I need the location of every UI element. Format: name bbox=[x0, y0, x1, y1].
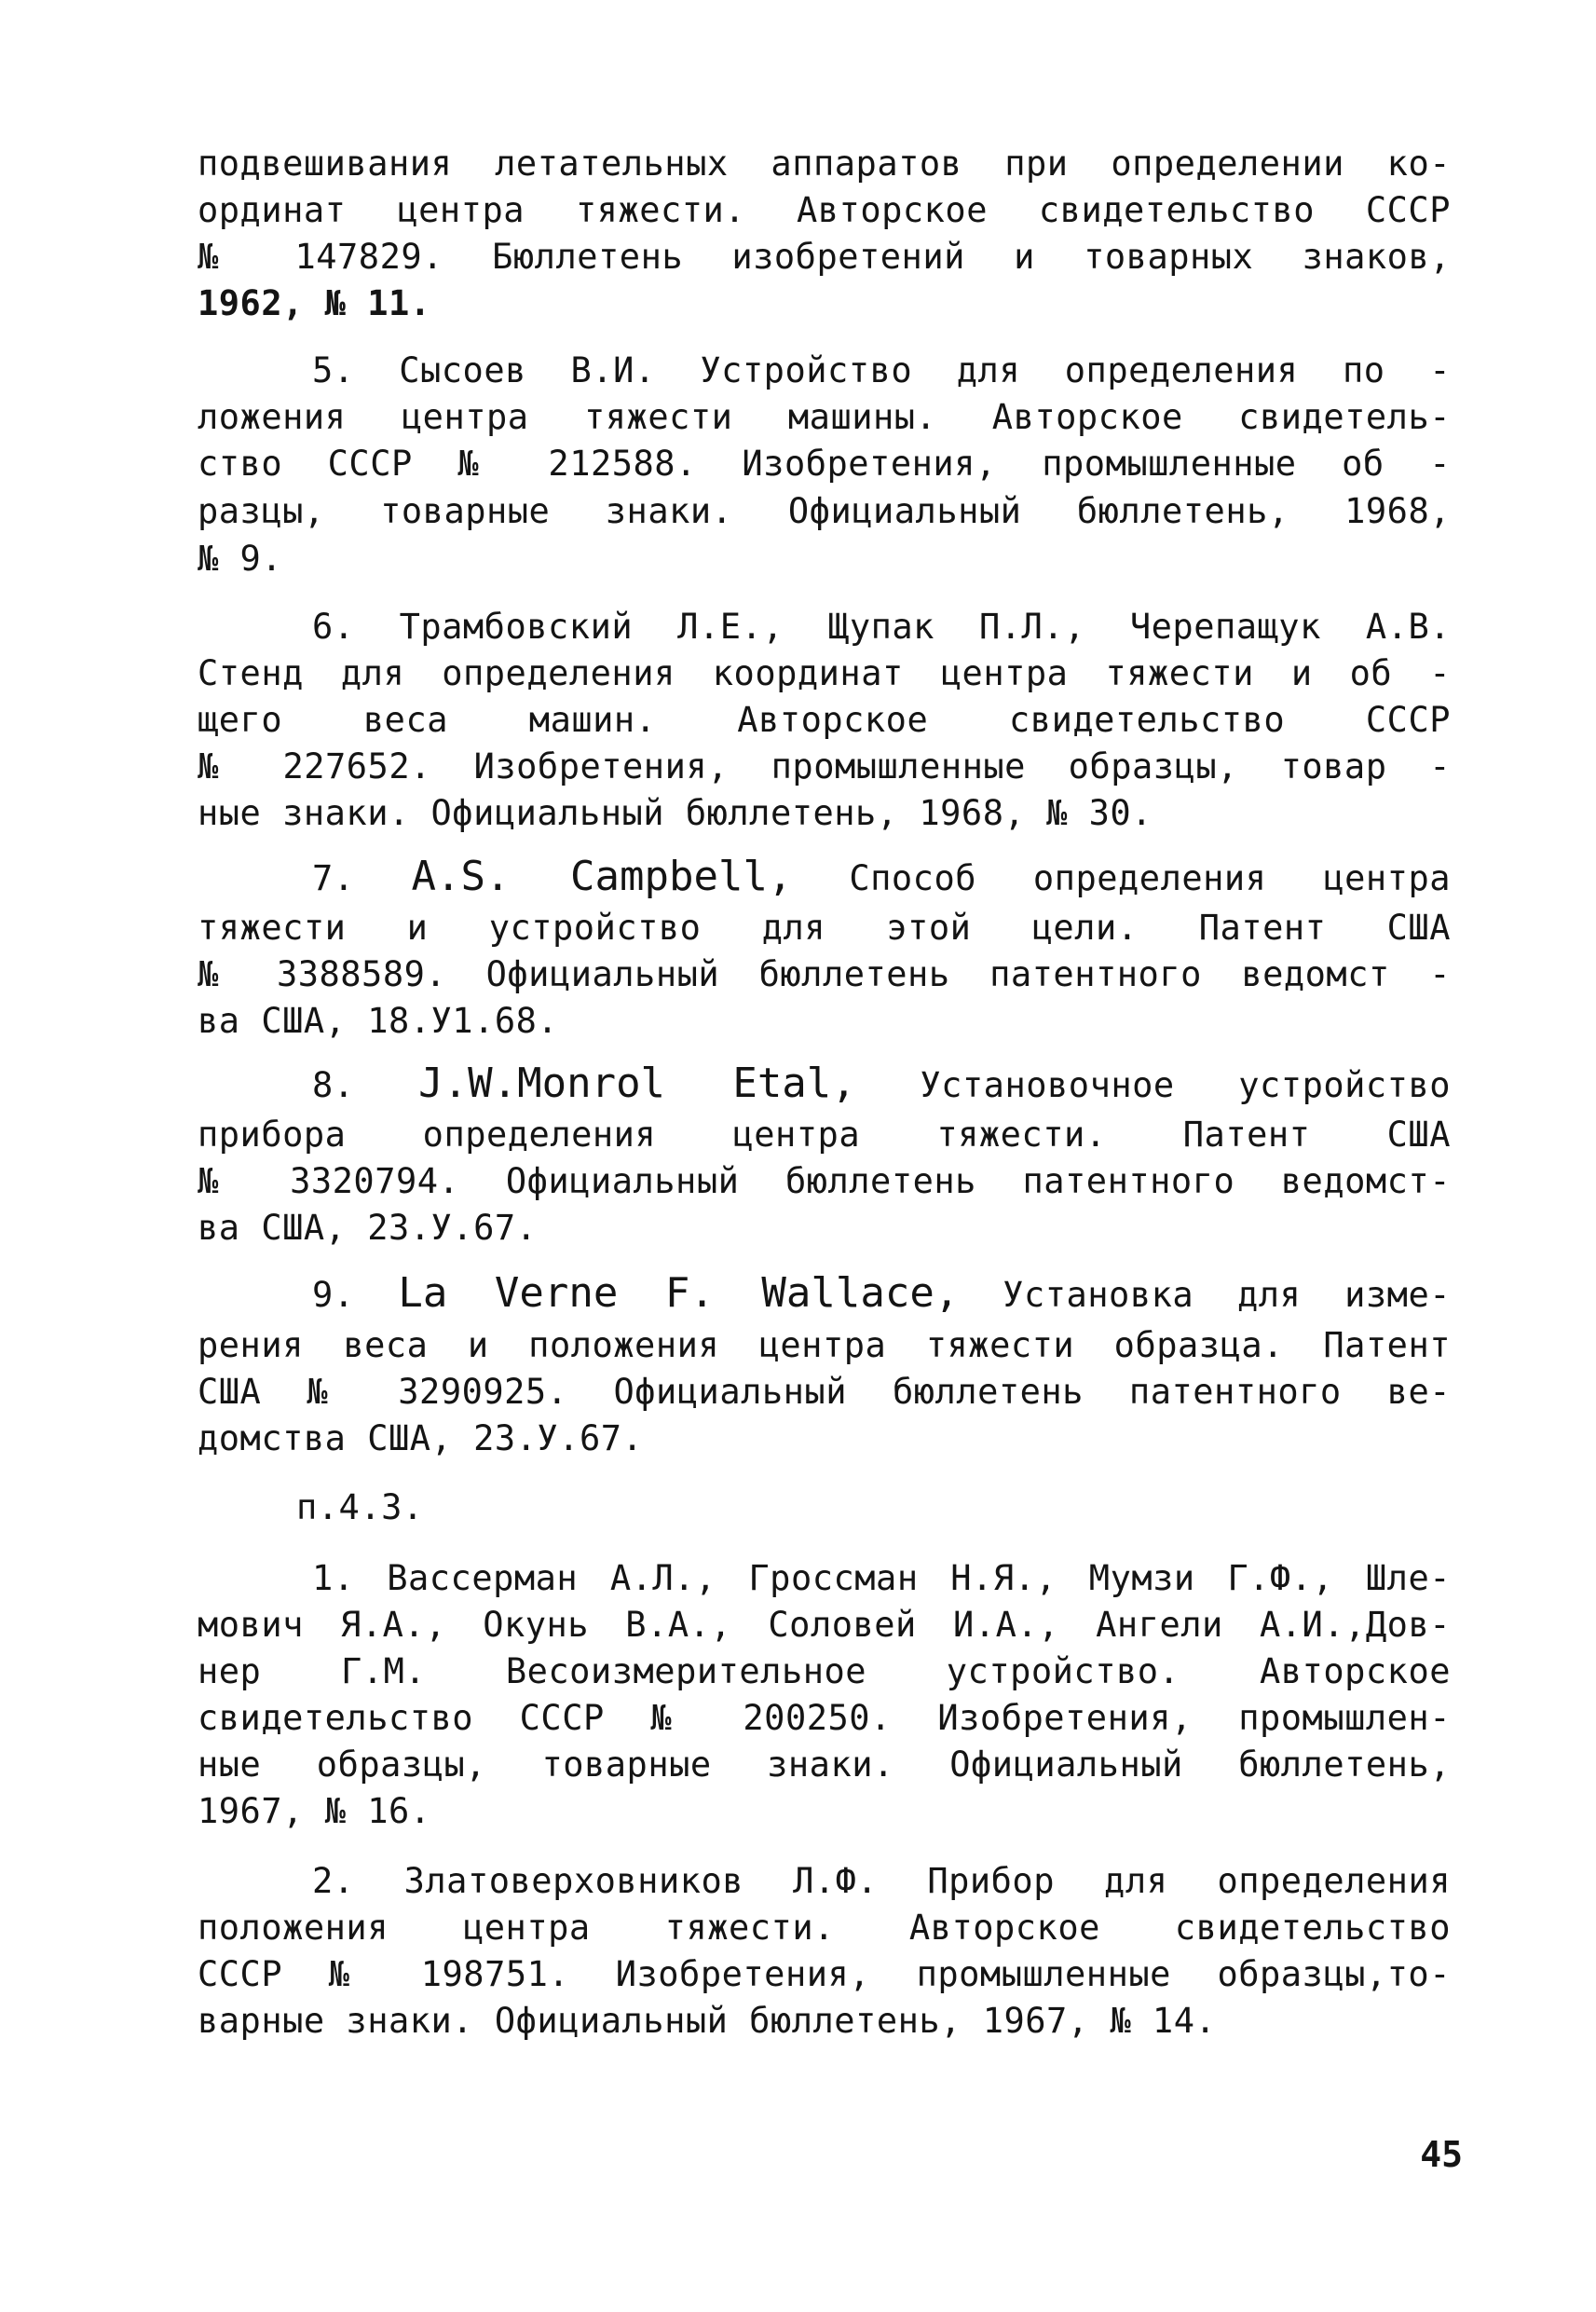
s43-ref1-line-6: 1967, № 16. bbox=[198, 1791, 431, 1831]
ref9-line-1 bbox=[312, 1269, 1451, 1318]
ref5-line-2: ложения центра тяжести машины. Авторское свидетель- bbox=[198, 397, 1451, 437]
ref7-number: 7. bbox=[312, 858, 355, 898]
s43-ref2-line-2: положения центра тяжести. Авторское свидетельство bbox=[198, 1908, 1451, 1948]
ref7-title: Способ определения центра bbox=[849, 858, 1451, 898]
ref9-line-3: США № 3290925. Официальный бюллетень патентного ве- bbox=[198, 1372, 1451, 1412]
ref7-line-4: ва США, 18.У1.68. bbox=[198, 1001, 559, 1041]
ref4-line-3: № 147829. Бюллетень изобретений и товарных знаков, bbox=[198, 237, 1451, 277]
ref6-line-4: № 227652. Изобретения, промышленные образцы, товар - bbox=[198, 746, 1451, 787]
ref5-line-5: № 9. bbox=[198, 539, 283, 579]
ref8-number: 8. bbox=[312, 1065, 355, 1105]
page-number: 45 bbox=[1420, 2134, 1463, 2175]
s43-ref1-line-1: 1. Вассерман А.Л., Гроссман Н.Я., Мумзи Г.Ф., Шле- bbox=[312, 1558, 1451, 1598]
s43-ref2-line-1: 2. Златоверховников Л.Ф. Прибор для определения bbox=[312, 1861, 1451, 1901]
ref5-line-1: 5. Сысоев В.И. Устройство для определения по - bbox=[312, 350, 1451, 390]
ref7-author: A.S. Campbell, bbox=[411, 853, 793, 900]
ref8-author: J.W.Monrol Etal, bbox=[418, 1060, 856, 1107]
s43-ref1-line-4: свидетельство СССР № 200250. Изобретения, промышлен- bbox=[198, 1698, 1451, 1738]
ref8-line-2: прибора определения центра тяжести. Патент США bbox=[198, 1115, 1451, 1155]
ref9-line-2: рения веса и положения центра тяжести образца. Патент bbox=[198, 1325, 1451, 1365]
s43-ref2-line-3: СССР № 198751. Изобретения, промышленные образцы,то- bbox=[198, 1954, 1451, 1994]
ref9-title: Установка для изме- bbox=[1003, 1275, 1451, 1315]
ref9-author: La Verne F. Wallace, bbox=[398, 1269, 960, 1317]
ref4-line-1: подвешивания летательных аппаратов при определении ко- bbox=[198, 144, 1451, 184]
ref8-line-4: ва США, 23.У.67. bbox=[198, 1208, 538, 1248]
s43-ref2-line-4: варные знаки. Официальный бюллетень, 1967, № 14. bbox=[198, 2001, 1217, 2041]
s43-ref1-line-3: нер Г.М. Весоизмерительное устройство. Авторское bbox=[198, 1651, 1451, 1691]
ref6-line-1: 6. Трамбовский Л.Е., Щупак П.Л., Черепащук А.В. bbox=[312, 607, 1451, 647]
ref7-line-1 bbox=[312, 853, 1451, 901]
ref8-line-3: № 3320794. Официальный бюллетень патентного ведомст- bbox=[198, 1161, 1451, 1201]
ref7-line-3: № 3388589. Официальный бюллетень патентного ведомст - bbox=[198, 954, 1451, 994]
ref6-line-3: щего веса машин. Авторское свидетельство СССР bbox=[198, 700, 1451, 740]
s43-ref1-line-5: ные образцы, товарные знаки. Официальный бюллетень, bbox=[198, 1744, 1451, 1785]
ref4-line-4: 1962, № 11. bbox=[198, 283, 431, 323]
ref4-line-2: ординат центра тяжести. Авторское свидетельство СССР bbox=[198, 190, 1451, 230]
ref5-line-3: ство СССР № 212588. Изобретения, промышленные об - bbox=[198, 444, 1451, 484]
ref9-number: 9. bbox=[312, 1275, 355, 1315]
ref8-line-1 bbox=[312, 1060, 1451, 1108]
ref6-line-2: Стенд для определения координат центра тяжести и об - bbox=[198, 653, 1451, 693]
s43-ref1-line-2: мович Я.А., Окунь В.А., Соловей И.А., Ангели А.И.,Дов- bbox=[198, 1605, 1451, 1645]
ref6-line-5: ные знаки. Официальный бюллетень, 1968, № 30. bbox=[198, 793, 1153, 833]
ref5-line-4: разцы, товарные знаки. Официальный бюллетень, 1968, bbox=[198, 491, 1451, 531]
section-heading: п.4.3. bbox=[296, 1487, 424, 1527]
ref9-line-4: домства США, 23.У.67. bbox=[198, 1418, 644, 1458]
ref8-title: Установочное устройство bbox=[920, 1065, 1451, 1105]
ref7-line-2: тяжести и устройство для этой цели. Патент США bbox=[198, 908, 1451, 948]
